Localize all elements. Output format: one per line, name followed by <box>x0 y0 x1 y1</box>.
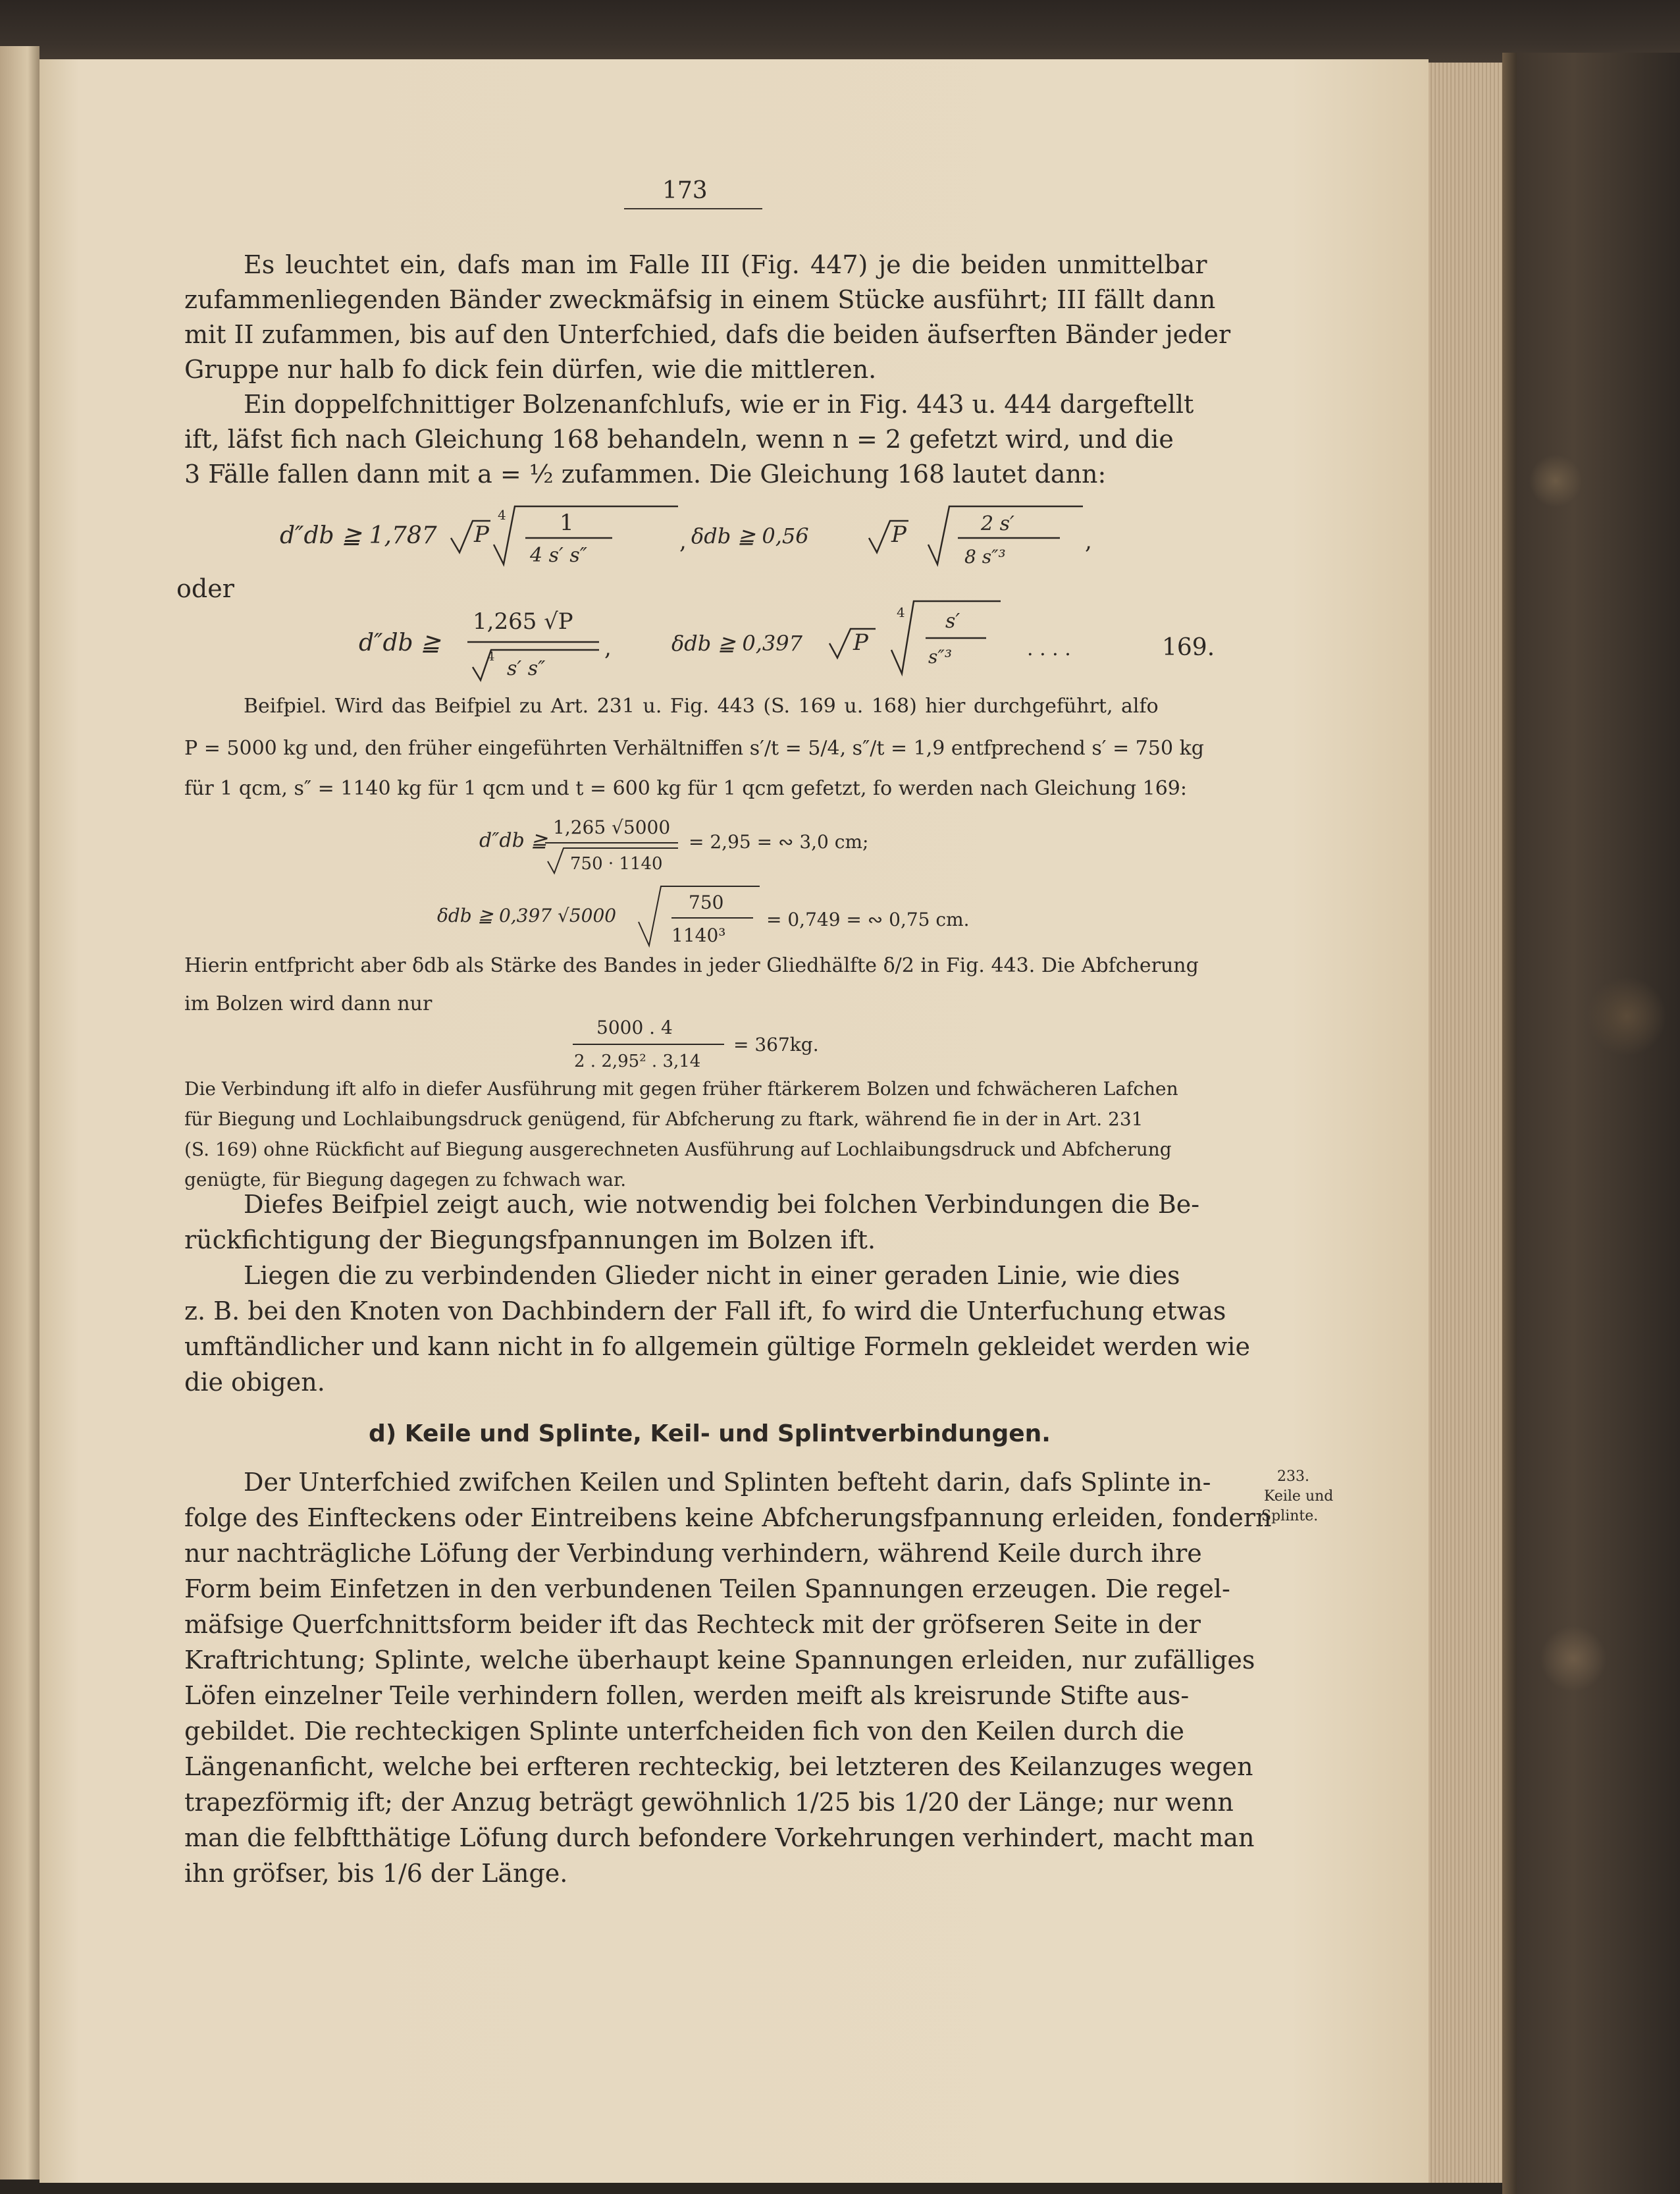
paragraph-line: folge des Einfteckens oder Eintreibens keine Abfcherungsfpannung erleiden, fondern <box>184 1503 1272 1532</box>
example-line: Hierin entfpricht aber δdb als Stärke des Bandes in jeder Gliedhälfte δ/2 in Fig. 443. Die Abfcherung <box>184 954 1199 977</box>
formula-lhs: δdb ≧ 0,56 <box>691 523 809 548</box>
paragraph-line: mäfsige Querfchnittsform beider ift das Rechteck mit der gröfseren Seite in der <box>184 1610 1201 1639</box>
example-formula-2 <box>437 881 1030 953</box>
example-formula-1 <box>479 809 1006 881</box>
formula-168a <box>276 497 1145 576</box>
example-line: im Bolzen wird dann nur <box>184 992 433 1015</box>
example-line: für Biegung und Lochlaibungsdruck genügend, für Abfcherung zu ftark, während fie in der in Art. 231 <box>184 1108 1143 1130</box>
paragraph-line: Der Unterfchied zwifchen Keilen und Splinten befteht darin, dafs Splinte in- <box>244 1468 1211 1497</box>
equation-number: 169. <box>1162 634 1215 661</box>
example-line: für 1 qcm, s″ = 1140 kg für 1 qcm und t = 600 kg für 1 qcm gefetzt, fo werden nach Gleichung 169: <box>184 777 1187 800</box>
svg-text:,: , <box>604 635 612 661</box>
svg-text:P: P <box>891 522 906 548</box>
margin-note-title: Keile und <box>1264 1488 1334 1505</box>
formula-169 <box>355 589 1224 688</box>
paragraph-line: Kraftrichtung; Splinte, welche überhaupt keine Spannungen erleiden, nur zufälliges <box>184 1646 1255 1674</box>
svg-text:P: P <box>853 629 868 656</box>
left-page-edge <box>0 46 39 2180</box>
fraction-numerator: 1 <box>560 510 574 536</box>
paragraph-line: ift, läfst fich nach Gleichung 168 behandeln, wenn n = 2 gefetzt wird, und die <box>184 425 1174 454</box>
fraction-numerator: 1,265 √5000 <box>553 816 671 838</box>
paragraph-line: Gruppe nur halb fo dick fein dürfen, wie die mittleren. <box>184 355 877 384</box>
paragraph-line: mit II zufammen, bis auf den Unterfchied, dafs die beiden äufserften Bänder jeder <box>184 320 1231 349</box>
paragraph-line: z. B. bei den Knoten von Dachbindern der Fall ift, fo wird die Unterfuchung etwas <box>184 1297 1226 1325</box>
svg-text:,: , <box>679 528 687 554</box>
paragraph-line: ihn gröfser, bis 1/6 der Länge. <box>184 1859 568 1888</box>
paragraph-line: zufammenliegenden Bänder zweckmäfsig in einem Stücke ausführt; III fällt dann <box>184 285 1216 314</box>
formula-rhs: = 0,749 = ∾ 0,75 cm. <box>766 909 970 930</box>
paragraph-line: Es leuchtet ein, dafs man im Falle III (Fig. 447) je die beiden unmittelbar <box>244 250 1207 279</box>
book-spine <box>1502 53 1680 2194</box>
fraction-denominator: 2 . 2,95² . 3,14 <box>574 1052 701 1071</box>
example-formula-3 <box>573 1013 902 1079</box>
example-line: P = 5000 kg und, den früher eingeführten Verhältniffen s′/t = 5/4, s″/t = 1,9 entfprechend s′ = 750 kg <box>184 737 1204 760</box>
example-line: Die Verbindung ift alfo in diefer Ausführung mit gegen früher ftärkerem Bolzen und fchwächeren Lafchen <box>184 1078 1178 1100</box>
paragraph-line: Löfen einzelner Teile verhindern follen, werden meift als kreisrunde Stifte aus- <box>184 1681 1190 1710</box>
svg-text:4: 4 <box>897 604 905 620</box>
fraction-denominator: 750 · 1140 <box>570 854 663 874</box>
paragraph-line: Diefes Beifpiel zeigt auch, wie notwendig bei folchen Verbindungen die Be- <box>244 1190 1200 1219</box>
fraction-denominator: 4 s′ s″ <box>530 544 587 567</box>
fraction-denominator: s″³ <box>928 646 953 668</box>
paragraph-line: Ein doppelfchnittiger Bolzenanfchlufs, wie er in Fig. 443 u. 444 dargeftellt <box>244 390 1194 419</box>
spine-edge <box>1502 53 1517 2194</box>
margin-note-title: Splinte. <box>1261 1508 1319 1524</box>
fraction-numerator: 2 s′ <box>981 512 1014 535</box>
fraction-numerator: 5000 . 4 <box>596 1017 673 1038</box>
paragraph-line: gebildet. Die rechteckigen Splinte unterfcheiden fich von den Keilen durch die <box>184 1717 1184 1746</box>
oder-label: oder <box>176 574 234 603</box>
formula-radicand: P <box>474 522 489 548</box>
section-heading: d) Keile und Splinte, Keil- und Splintverbindungen. <box>369 1420 1051 1447</box>
paragraph-line: Form beim Einfetzen in den verbundenen Teilen Spannungen erzeugen. Die regel- <box>184 1574 1230 1603</box>
page-number: 173 <box>662 177 708 204</box>
root-index: 4 <box>498 507 506 523</box>
fraction-numerator: s′ <box>945 610 960 633</box>
paragraph-line: 3 Fälle fallen dann mit a = ½ zufammen. Die Gleichung 168 lautet dann: <box>184 460 1107 489</box>
svg-text:4: 4 <box>487 650 495 664</box>
fraction-numerator: 1,265 √P <box>473 608 573 635</box>
fraction-denominator: s′ s″ <box>507 657 546 680</box>
example-line: Beifpiel. Wird das Beifpiel zu Art. 231 u. Fig. 443 (S. 169 u. 168) hier durchgeführt, alfo <box>244 695 1159 718</box>
paragraph-line: Längenanficht, welche bei erfteren rechteckig, bei letzteren des Keilanzuges wegen <box>184 1752 1253 1781</box>
paragraph-line: die obigen. <box>184 1368 325 1397</box>
page-block-edges <box>1429 63 1502 2183</box>
formula-lhs: d″db ≧ <box>479 829 548 852</box>
formula-lhs: δdb ≧ 0,397 √5000 <box>437 905 617 926</box>
example-line: (S. 169) ohne Rückficht auf Biegung ausgerechneten Ausführung auf Lochlaibungsdruck und Abfcherung <box>184 1138 1172 1160</box>
margin-note-number: 233. <box>1277 1468 1309 1485</box>
formula-rhs: = 367kg. <box>733 1034 819 1056</box>
paragraph-line: trapezförmig ift; der Anzug beträgt gewöhnlich 1/25 bis 1/20 der Länge; nur wenn <box>184 1788 1234 1817</box>
paragraph-line: umftändlicher und kann nicht in fo allgemein gültige Formeln gekleidet werden wie <box>184 1332 1250 1361</box>
paragraph-line: man die felbftthätige Löfung durch befondere Vorkehrungen verhindert, macht man <box>184 1823 1255 1852</box>
paragraph-line: nur nachträgliche Löfung der Verbindung verhindern, während Keile durch ihre <box>184 1539 1202 1568</box>
fraction-denominator: 1140³ <box>671 924 726 946</box>
fraction-denominator: 8 s″³ <box>964 546 1006 568</box>
paragraph-line: Liegen die zu verbindenden Glieder nicht in einer geraden Linie, wie dies <box>244 1261 1180 1290</box>
page-number-rule <box>624 208 762 209</box>
svg-text:. . . .: . . . . <box>1027 637 1071 660</box>
svg-text:,: , <box>1085 528 1092 554</box>
formula-lhs: d″db ≧ <box>359 629 441 656</box>
example-line: genügte, für Biegung dagegen zu fchwach war. <box>184 1169 627 1191</box>
paragraph-line: rückfichtigung der Biegungsfpannungen im Bolzen ift. <box>184 1225 876 1254</box>
formula-lhs: d″db ≧ 1,787 <box>280 522 437 549</box>
fraction-numerator: 750 <box>689 892 724 913</box>
formula-rhs: = 2,95 = ∾ 3,0 cm; <box>689 831 869 853</box>
formula-lhs: δdb ≧ 0,397 <box>671 631 802 656</box>
